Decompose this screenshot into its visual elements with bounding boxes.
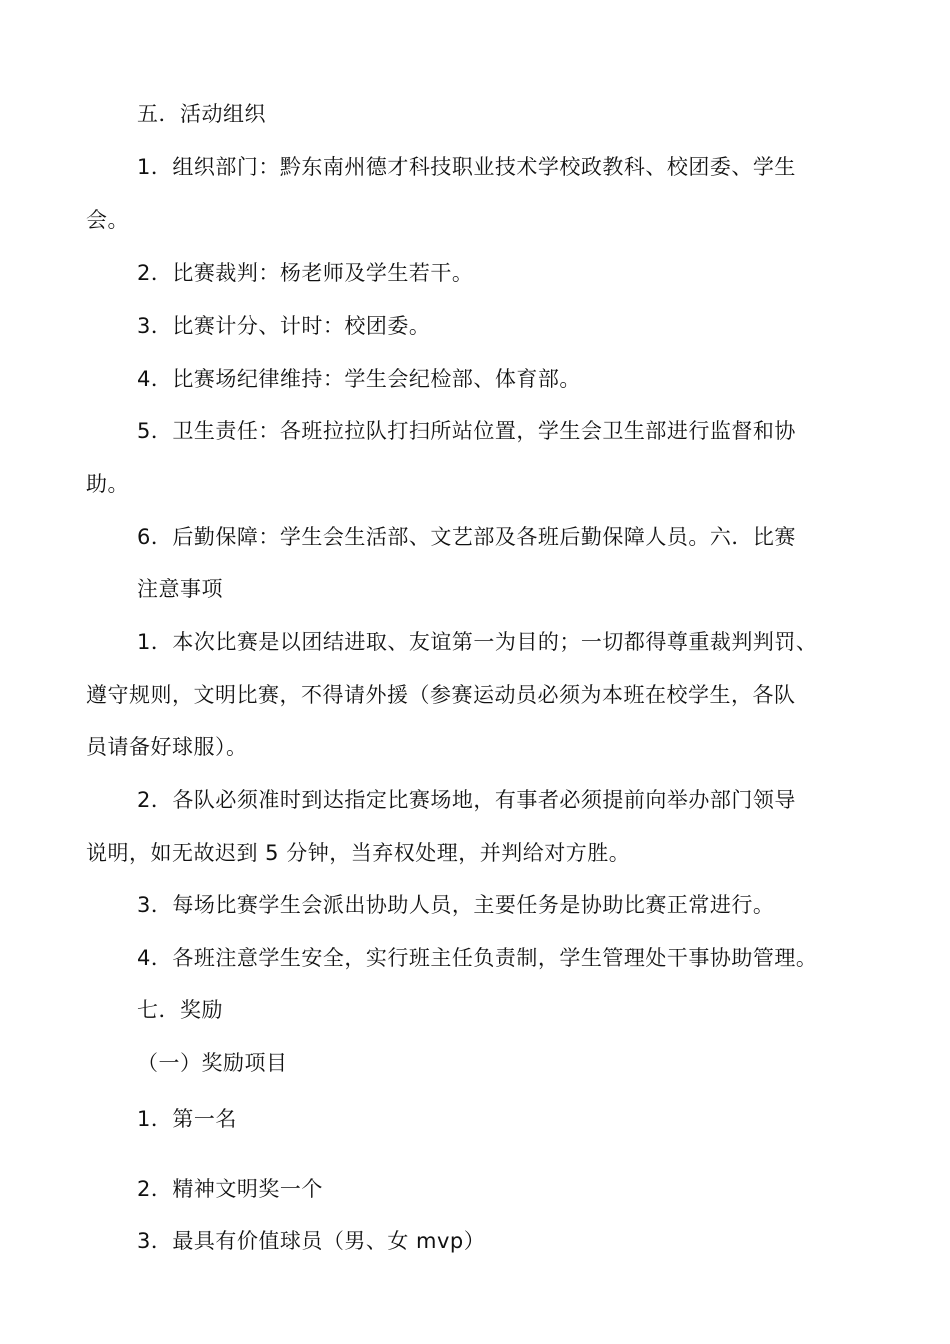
paragraph-line: 遵守规则，文明比赛，不得请外援（参赛运动员必须为本班在校学生，各队 bbox=[86, 683, 796, 707]
paragraph-line: 1．本次比赛是以团结进取、友谊第一为目的；一切都得尊重裁判判罚、 bbox=[137, 630, 818, 654]
list-item: 3．最具有价值球员（男、女 mvp） bbox=[137, 1229, 486, 1253]
subsection-heading-reward-items: （一）奖励项目 bbox=[137, 1051, 288, 1075]
list-item: 2．精神文明奖一个 bbox=[137, 1177, 323, 1201]
paragraph-line: 4．各班注意学生安全，实行班主任负责制，学生管理处干事协助管理。 bbox=[137, 946, 818, 970]
paragraph-line: 1．组织部门：黔东南州德才科技职业技术学校政教科、校团委、学生 bbox=[137, 155, 796, 179]
section-heading-notes: 注意事项 bbox=[137, 577, 223, 601]
paragraph-line: 员请备好球服）。 bbox=[86, 735, 248, 759]
paragraph-line: 2．各队必须准时到达指定比赛场地，有事者必须提前向举办部门领导 bbox=[137, 788, 796, 812]
paragraph-line: 3．每场比赛学生会派出协助人员，主要任务是协助比赛正常进行。 bbox=[137, 893, 775, 917]
paragraph-line: 助。 bbox=[86, 472, 129, 496]
paragraph-line: 3．比赛计分、计时：校团委。 bbox=[137, 314, 431, 338]
paragraph-line: 4．比赛场纪律维持：学生会纪检部、体育部。 bbox=[137, 367, 581, 391]
paragraph-line: 5．卫生责任：各班拉拉队打扫所站位置，学生会卫生部进行监督和协 bbox=[137, 419, 796, 443]
section-heading-rewards: 七．奖励 bbox=[137, 998, 223, 1022]
paragraph-line: 2．比赛裁判：杨老师及学生若干。 bbox=[137, 261, 474, 285]
section-heading-activity-organization: 五．活动组织 bbox=[137, 102, 266, 126]
paragraph-line: 会。 bbox=[86, 208, 129, 232]
paragraph-line: 说明，如无故迟到 5 分钟，当弃权处理，并判给对方胜。 bbox=[86, 841, 631, 865]
paragraph-line: 6．后勤保障：学生会生活部、文艺部及各班后勤保障人员。六．比赛 bbox=[137, 525, 796, 549]
list-item: 1．第一名 bbox=[137, 1107, 237, 1131]
